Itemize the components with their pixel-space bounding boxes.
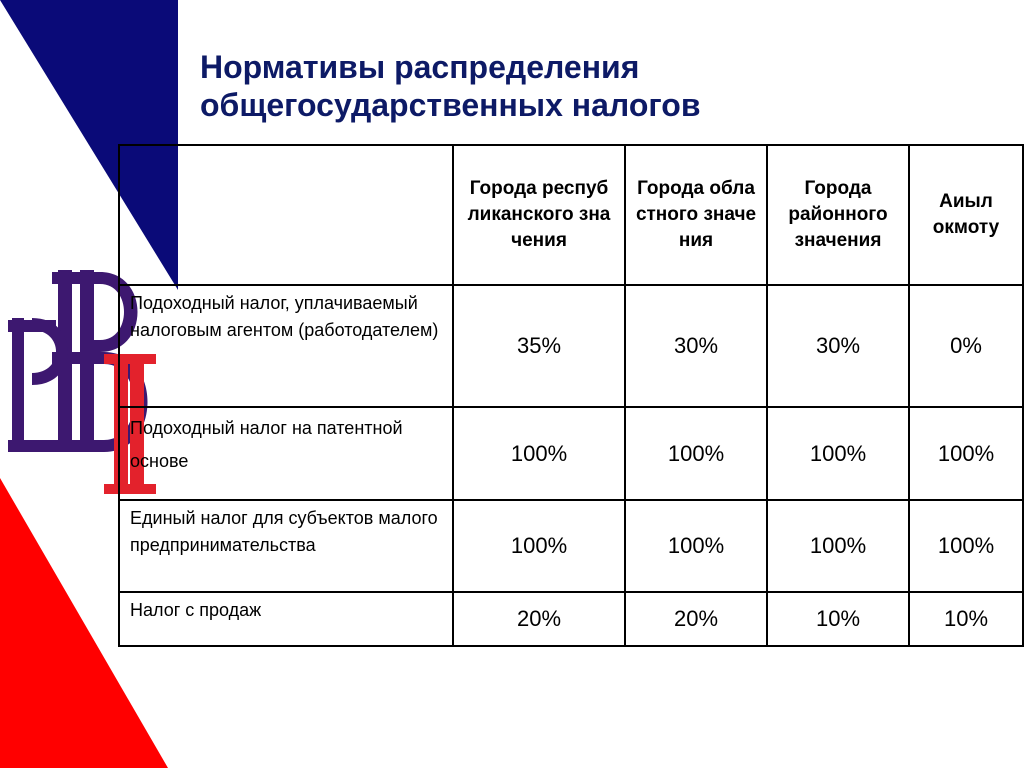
cell-value: 35%: [453, 285, 625, 407]
cell-value: 100%: [625, 500, 767, 592]
table-row: [119, 285, 1023, 407]
table-row: [119, 500, 1023, 592]
title-line-1: Нормативы распределения: [200, 49, 640, 85]
cell-value: 30%: [767, 285, 909, 407]
header-aiyl-okmotu: Аиыл окмоту: [909, 145, 1023, 285]
cell-value: 20%: [453, 592, 625, 646]
row-label: Подоходный налог на патентной основе: [119, 407, 453, 500]
cell-value: 0%: [909, 285, 1023, 407]
cell-value: 100%: [453, 500, 625, 592]
header-republican-cities: Города республиканского значения: [453, 145, 625, 285]
header-regional-cities: Города областного значения: [625, 145, 767, 285]
cell-value: 100%: [453, 407, 625, 500]
cell-value: 20%: [625, 592, 767, 646]
cell-value: 100%: [909, 500, 1023, 592]
cell-value: 10%: [909, 592, 1023, 646]
cell-value: 10%: [767, 592, 909, 646]
row-label: Подоходный налог, уплачиваемый налоговым агентом (работодателем): [119, 285, 453, 407]
table-row: [119, 407, 1023, 500]
slide-title: [200, 48, 700, 124]
tax-norms-table: [118, 144, 1024, 647]
cell-value: 100%: [625, 407, 767, 500]
table-header-empty: [119, 145, 453, 285]
cell-value: 100%: [909, 407, 1023, 500]
cell-value: 100%: [767, 407, 909, 500]
table-header-row: [119, 145, 1023, 285]
title-line-2: общегосударственных налогов: [200, 87, 701, 123]
cell-value: 30%: [625, 285, 767, 407]
row-label: Налог с продаж: [119, 592, 453, 646]
row-label: Единый налог для субъектов малого предпринимательства: [119, 500, 453, 592]
cell-value: 100%: [767, 500, 909, 592]
header-district-cities: Города районного значения: [767, 145, 909, 285]
table-row: [119, 592, 1023, 646]
